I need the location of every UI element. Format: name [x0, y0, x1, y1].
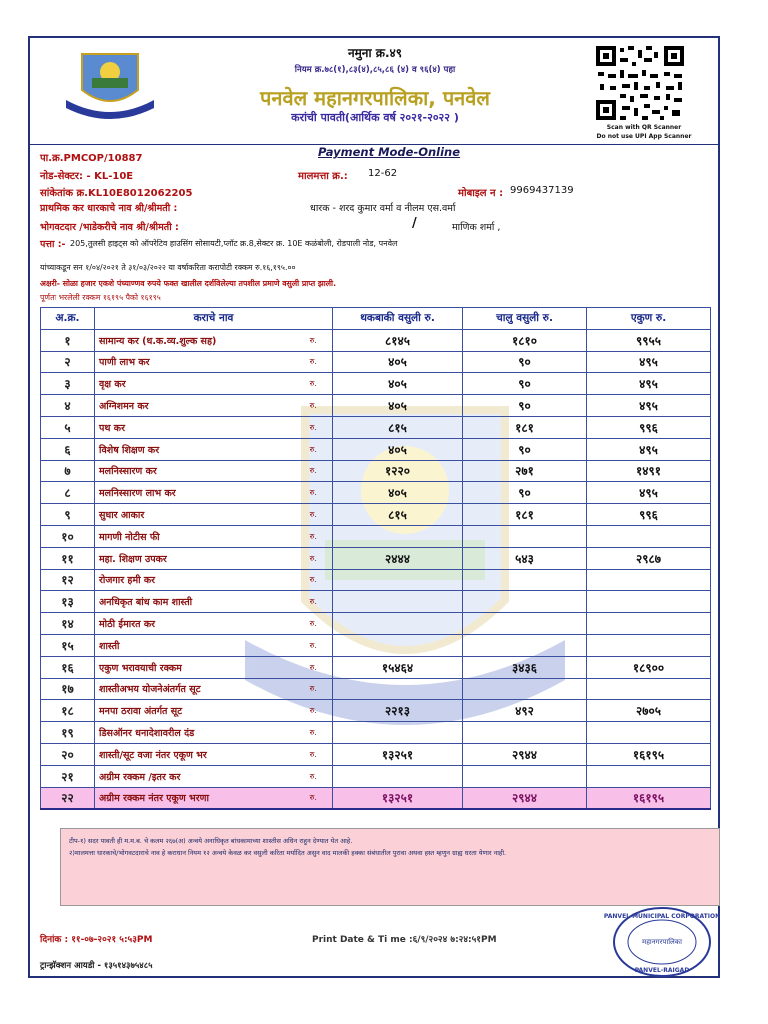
row-arrears: ४०५: [333, 395, 463, 417]
mobile-label: मोबाइल न :: [458, 188, 504, 199]
row-current: ९०: [463, 395, 587, 417]
property-number: 12-62: [368, 168, 398, 179]
row-serial: २०: [41, 743, 95, 765]
row-arrears: [333, 613, 463, 635]
row-total: ४९५: [587, 395, 711, 417]
row-currency: रु.: [295, 722, 333, 744]
table-row: [41, 678, 711, 700]
row-arrears: ४०५: [333, 351, 463, 373]
table-row: [41, 416, 711, 438]
row-serial: १४: [41, 613, 95, 635]
period-text: यांच्याकडून सन १/०४/२०२१ ते ३१/०३/२०२२ या वर्षाकरिता करापोटी रक्कम रु.१६,१९५.००: [40, 263, 296, 272]
table-row: [41, 765, 711, 787]
row-total: ९९६: [587, 416, 711, 438]
row-arrears: [333, 765, 463, 787]
note-2: २)मालमत्ता धारकाचे/भोगवटदाराचे नाव हे कराधान नियम १२ अन्वये केवळ कर वसुली करिता मर्यादित असुन वाद मालकी हक्का संबंधातील पुरावा अथवा हस्त म्हणुन ग्राह्य धरता येणार नाही.: [69, 849, 507, 858]
row-current: ९०: [463, 351, 587, 373]
table-row: [41, 656, 711, 678]
row-serial: ५: [41, 416, 95, 438]
header-arrears: थकबाकी वसुली रु.: [333, 308, 463, 330]
receipt-title: करांची पावती(आर्थिक वर्ष २०२१-२०२२ ): [291, 111, 459, 124]
row-current: १८१: [463, 504, 587, 526]
row-currency: रु.: [295, 504, 333, 526]
row-current: [463, 569, 587, 591]
row-serial: ६: [41, 438, 95, 460]
row-tax-name: सुधार आकार: [95, 504, 295, 526]
row-serial: १०: [41, 525, 95, 547]
table-row: [41, 438, 711, 460]
table-row: [41, 525, 711, 547]
row-currency: रु.: [295, 373, 333, 395]
row-arrears: [333, 525, 463, 547]
row-tax-name: डिसऑनर धनादेशावरील दंड: [95, 722, 295, 744]
row-tax-name: शास्ती/सूट वजा नंतर एकूण भर: [95, 743, 295, 765]
row-arrears: १३२५१: [333, 787, 463, 809]
row-total: ४९५: [587, 351, 711, 373]
receipt-number: पा.क्र.PMCOP/10887: [40, 153, 143, 164]
corporation-name: पनवेल महानगरपालिका, पनवेल: [260, 86, 490, 110]
table-row: [41, 613, 711, 635]
row-arrears: ८१४५: [333, 329, 463, 351]
row-currency: रु.: [295, 438, 333, 460]
occupier-name: माणिक शर्मा ,: [452, 222, 501, 233]
row-serial: ४: [41, 395, 95, 417]
address-label: पत्ता :-: [40, 239, 66, 250]
primary-holder-label: प्राथमिक कर धारकाचे नाव श्री/श्रीमती :: [40, 203, 178, 214]
occupier-slash: /: [412, 216, 417, 231]
row-serial: २: [41, 351, 95, 373]
row-arrears: १२२०: [333, 460, 463, 482]
row-current: ३४३६: [463, 656, 587, 678]
table-row: [41, 504, 711, 526]
table-row: [41, 634, 711, 656]
row-tax-name: मागणी नोटीस फी: [95, 525, 295, 547]
row-total: [587, 569, 711, 591]
qr-code: [594, 44, 686, 122]
row-arrears: ४०५: [333, 373, 463, 395]
paid-note: पूर्णतः भरलेली रक्कम १६१९५ पैको १६१९५: [40, 293, 161, 302]
row-arrears: २४४४: [333, 547, 463, 569]
row-currency: रु.: [295, 569, 333, 591]
row-total: [587, 525, 711, 547]
row-total: ४९५: [587, 482, 711, 504]
row-currency: रु.: [295, 743, 333, 765]
row-total: १८९००: [587, 656, 711, 678]
row-arrears: ४०५: [333, 438, 463, 460]
row-tax-name: विशेष शिक्षण कर: [95, 438, 295, 460]
note-1: टीप-१) सदर पावती ही म.म.ब. चे कलम २६७(अ) अन्वये अनाधिकृत बांधकामाच्या शास्तीस अधिन राहुन देण्यात येत आहे.: [69, 837, 353, 845]
row-currency: रु.: [295, 591, 333, 613]
row-arrears: १५४६४: [333, 656, 463, 678]
row-tax-name: अग्रीम रक्कम नंतर एकूण भरणा: [95, 787, 295, 809]
row-tax-name: एकुण भरावयाची रक्कम: [95, 656, 295, 678]
seal-bottom-text: PANVEL-RAIGAD: [634, 967, 690, 974]
row-serial: ३: [41, 373, 95, 395]
table-row: [41, 569, 711, 591]
row-total: ४९५: [587, 373, 711, 395]
row-serial: २१: [41, 765, 95, 787]
row-arrears: २२१३: [333, 700, 463, 722]
row-total: २७०५: [587, 700, 711, 722]
qr-caption-warning: Do not use UPI App Scanner: [596, 133, 692, 140]
table-row: [41, 351, 711, 373]
row-serial: ९: [41, 504, 95, 526]
row-serial: १६: [41, 656, 95, 678]
row-tax-name: रोजगार हमी कर: [95, 569, 295, 591]
seal-mid-text: महानगरपालिका: [642, 938, 682, 946]
row-total: [587, 591, 711, 613]
row-currency: रु.: [295, 765, 333, 787]
row-tax-name: मोठी ईमारत कर: [95, 613, 295, 635]
row-serial: ११: [41, 547, 95, 569]
row-current: [463, 634, 587, 656]
row-currency: रु.: [295, 329, 333, 351]
row-arrears: ८१५: [333, 504, 463, 526]
row-tax-name: वृक्ष कर: [95, 373, 295, 395]
row-current: [463, 613, 587, 635]
row-total: ४९५: [587, 438, 711, 460]
row-tax-name: मलनिस्सारण लाभ कर: [95, 482, 295, 504]
row-tax-name: अनधिकृत बांध काम शास्ती: [95, 591, 295, 613]
row-tax-name: महा. शिक्षण उपकर: [95, 547, 295, 569]
row-current: [463, 525, 587, 547]
row-tax-name: पाणी लाभ कर: [95, 351, 295, 373]
row-currency: रु.: [295, 547, 333, 569]
row-current: [463, 678, 587, 700]
row-tax-name: मनपा ठरावा अंतर्गत सूट: [95, 700, 295, 722]
header-total: एकुण रु.: [587, 308, 711, 330]
row-currency: रु.: [295, 351, 333, 373]
header-tax-name: कराचे नाव: [95, 308, 333, 330]
terms-note: [60, 828, 720, 906]
address: 205,तुलसी हाइट्स को ऑपरेटिव हाउसिंग सोसायटी,प्लॉट क्र.8,सेक्टर क्र. 10E कळंबोली, रोडपाली नोड, पनवेल: [70, 239, 398, 248]
row-tax-name: अग्निशमन कर: [95, 395, 295, 417]
corporation-seal: [603, 906, 721, 978]
row-arrears: [333, 591, 463, 613]
row-total: ९९६: [587, 504, 711, 526]
row-current: [463, 591, 587, 613]
row-tax-name: मलनिस्सारण कर: [95, 460, 295, 482]
header-serial: अ.क्र.: [41, 308, 95, 330]
table-row: [41, 482, 711, 504]
row-serial: १७: [41, 678, 95, 700]
table-row: [41, 743, 711, 765]
table-row: [41, 547, 711, 569]
row-currency: रु.: [295, 787, 333, 809]
row-arrears: ४०५: [333, 482, 463, 504]
row-total: १४९१: [587, 460, 711, 482]
row-currency: रु.: [295, 416, 333, 438]
row-total: २९८७: [587, 547, 711, 569]
fee-table: [40, 307, 711, 810]
payment-mode: Payment Mode-Online: [318, 145, 461, 159]
row-serial: ८: [41, 482, 95, 504]
property-label: मालमत्ता क्र.:: [298, 171, 348, 182]
row-tax-name: पथ कर: [95, 416, 295, 438]
row-current: १८१०: [463, 329, 587, 351]
row-total: [587, 634, 711, 656]
row-total: [587, 765, 711, 787]
table-row: [41, 373, 711, 395]
row-currency: रु.: [295, 656, 333, 678]
row-current: ५४३: [463, 547, 587, 569]
form-number: नमुना क्र.४९: [347, 46, 403, 60]
print-date: Print Date & Ti me :६/९/२०२४ ७:२४:५१PM: [312, 935, 497, 945]
row-currency: रु.: [295, 634, 333, 656]
row-serial: २२: [41, 787, 95, 809]
row-arrears: ८१५: [333, 416, 463, 438]
row-current: २७१: [463, 460, 587, 482]
node-sector: नोड-सेक्टर: - KL-10E: [40, 171, 134, 182]
row-arrears: [333, 678, 463, 700]
row-total: ९९५५: [587, 329, 711, 351]
row-total: [587, 613, 711, 635]
row-serial: १: [41, 329, 95, 351]
transaction-id: ट्रान्झॅक्शन आयडी - १३५१४३७५४८५: [40, 961, 153, 971]
amount-in-words: अक्षरी- सोळा हजार एकशे पंच्याण्णव रुपये फक्त खालील दर्शविलेल्या तपशील प्रमाणे वसुली प्राप्त झाली.: [40, 279, 337, 288]
code-number: सांकेतांक क्र.KL10E8012062205: [40, 188, 193, 199]
row-total: १६१९५: [587, 787, 711, 809]
table-row: [41, 722, 711, 744]
row-currency: रु.: [295, 395, 333, 417]
row-current: ९०: [463, 373, 587, 395]
row-tax-name: सामान्य कर (ध.क.व्य.शुल्क सह): [95, 329, 295, 351]
row-arrears: [333, 722, 463, 744]
receipt-date: दिनांक : ११-०७-२०२१ ५:५३PM: [40, 935, 153, 945]
qr-caption-scan: Scan with QR Scanner: [606, 124, 682, 131]
table-row: [41, 591, 711, 613]
row-serial: १५: [41, 634, 95, 656]
table-row: [41, 329, 711, 351]
mobile-number: 9969437139: [510, 185, 574, 196]
row-currency: रु.: [295, 525, 333, 547]
row-total: १६१९५: [587, 743, 711, 765]
holder-name: धारक - शरद कुमार वर्मा व नीलम एस.वर्मा: [310, 203, 456, 214]
row-current: [463, 765, 587, 787]
row-current: ९०: [463, 438, 587, 460]
row-serial: १८: [41, 700, 95, 722]
table-row: [41, 787, 711, 809]
table-row: [41, 395, 711, 417]
row-currency: रु.: [295, 613, 333, 635]
row-serial: १२: [41, 569, 95, 591]
occupier-label: भोगवटदार /भाडेकरीचे नाव श्री/श्रीमती :: [40, 222, 179, 233]
row-total: [587, 678, 711, 700]
row-currency: रु.: [295, 678, 333, 700]
table-header-row: [41, 308, 711, 330]
row-serial: १९: [41, 722, 95, 744]
row-currency: रु.: [295, 700, 333, 722]
row-serial: ७: [41, 460, 95, 482]
row-currency: रु.: [295, 460, 333, 482]
row-current: २९४४: [463, 787, 587, 809]
row-arrears: १३२५१: [333, 743, 463, 765]
row-current: ४९२: [463, 700, 587, 722]
row-currency: रु.: [295, 482, 333, 504]
row-current: ९०: [463, 482, 587, 504]
row-total: [587, 722, 711, 744]
row-current: १८१: [463, 416, 587, 438]
corporation-logo: [62, 50, 158, 124]
header-current: चालु वसुली रु.: [463, 308, 587, 330]
row-arrears: [333, 569, 463, 591]
row-current: २९४४: [463, 743, 587, 765]
row-tax-name: शास्ती: [95, 634, 295, 656]
table-row: [41, 460, 711, 482]
seal-top-text: PANVEL MUNICIPAL CORPORATION: [603, 913, 721, 920]
table-row: [41, 700, 711, 722]
row-tax-name: शास्तीअभय योजनेअंतर्गत सूट: [95, 678, 295, 700]
row-serial: १३: [41, 591, 95, 613]
rule-reference: नियम क्र.७८(१),८३(४),८५,८६ (४) व ९६(४) पहा: [294, 65, 456, 75]
row-current: [463, 722, 587, 744]
row-arrears: [333, 634, 463, 656]
row-tax-name: अग्रीम रक्कम /इतर कर: [95, 765, 295, 787]
